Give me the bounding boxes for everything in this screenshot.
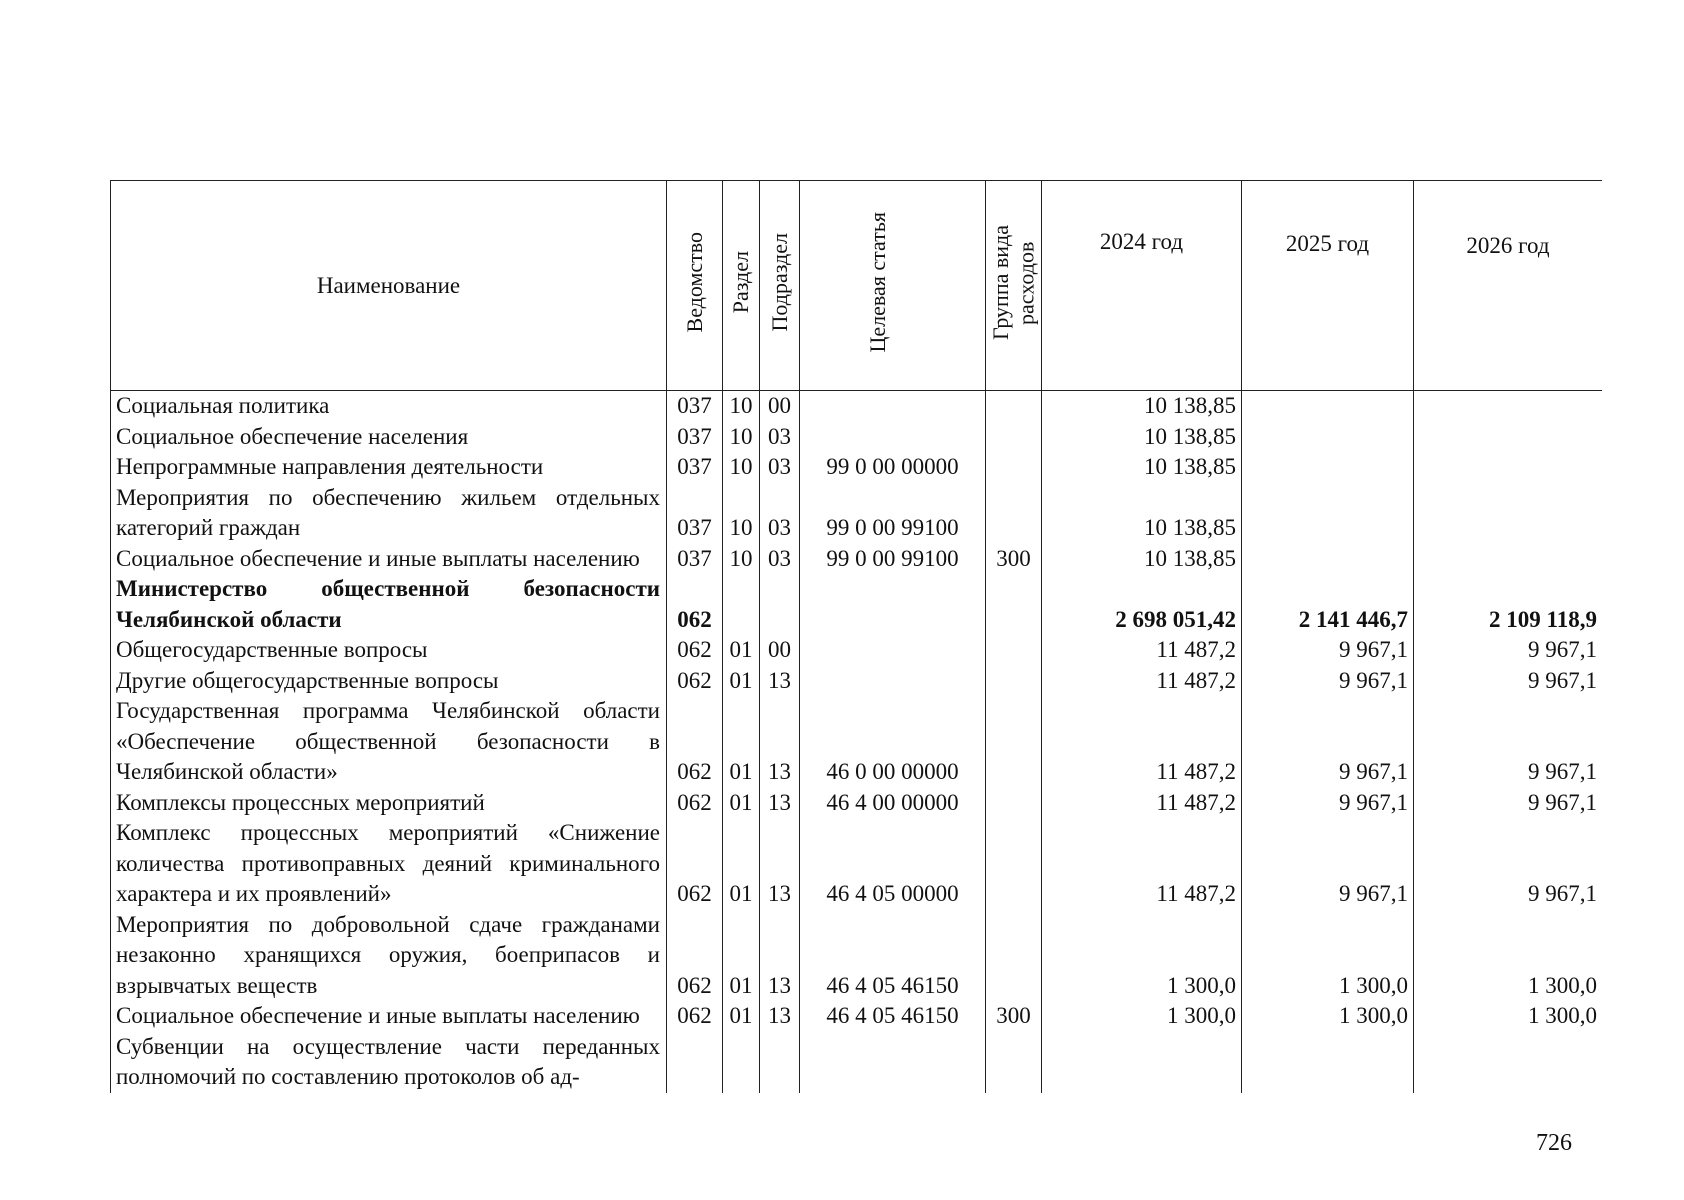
cell-2025 <box>1242 422 1414 453</box>
cell-name: Другие общегосударственные вопросы <box>111 666 667 697</box>
cell-razdel: 10 <box>723 483 760 544</box>
cell-name: Министерство общественной безопасности Челябинской области <box>111 574 667 635</box>
cell-name: Социальная политика <box>111 391 667 422</box>
cell-name: Мероприятия по добровольной сдаче гражданами незаконно хранящихся оружия, боеприпасов и взрывчатых веществ <box>111 910 667 1002</box>
cell-2025: 9 967,1 <box>1242 696 1414 788</box>
cell-2025 <box>1242 483 1414 544</box>
cell-2026: 1 300,0 <box>1414 910 1603 1002</box>
cell-razdel: 01 <box>723 818 760 910</box>
cell-podrazdel: 03 <box>760 483 800 544</box>
cell-2026 <box>1414 391 1603 422</box>
table-row <box>111 666 1603 697</box>
cell-2024: 11 487,2 <box>1042 666 1242 697</box>
cell-podrazdel: 13 <box>760 788 800 819</box>
cell-name: Государственная программа Челябинской области «Обеспечение общественной безопасности в Челябинской области» <box>111 696 667 788</box>
cell-target: 46 4 00 00000 <box>800 788 986 819</box>
cell-vedomstvo: 062 <box>667 1001 723 1032</box>
cell-podrazdel <box>760 1032 800 1093</box>
cell-group: 300 <box>986 544 1042 575</box>
cell-2024 <box>1042 1032 1242 1093</box>
cell-podrazdel: 03 <box>760 422 800 453</box>
table-row <box>111 788 1603 819</box>
cell-vedomstvo: 037 <box>667 544 723 575</box>
cell-2025: 2 141 446,7 <box>1242 574 1414 635</box>
cell-vedomstvo: 037 <box>667 452 723 483</box>
cell-2025: 9 967,1 <box>1242 788 1414 819</box>
cell-vedomstvo: 062 <box>667 635 723 666</box>
cell-2026 <box>1414 422 1603 453</box>
cell-razdel <box>723 1032 760 1093</box>
cell-target <box>800 1032 986 1093</box>
cell-2025: 9 967,1 <box>1242 635 1414 666</box>
cell-group: 300 <box>986 1001 1042 1032</box>
cell-group <box>986 818 1042 910</box>
cell-group <box>986 666 1042 697</box>
cell-podrazdel: 03 <box>760 452 800 483</box>
cell-name: Непрограммные направления деятельности <box>111 452 667 483</box>
cell-razdel: 10 <box>723 544 760 575</box>
cell-group <box>986 483 1042 544</box>
cell-2026 <box>1414 452 1603 483</box>
cell-2026: 9 967,1 <box>1414 666 1603 697</box>
table-row <box>111 574 1603 635</box>
cell-razdel: 01 <box>723 910 760 1002</box>
header-2024: 2024 год <box>1042 181 1242 391</box>
cell-target <box>800 574 986 635</box>
cell-2024: 10 138,85 <box>1042 452 1242 483</box>
cell-group <box>986 391 1042 422</box>
table-row <box>111 422 1603 453</box>
cell-razdel: 01 <box>723 788 760 819</box>
header-podrazdel: Подраздел <box>760 181 800 391</box>
cell-group <box>986 1032 1042 1093</box>
cell-2026: 9 967,1 <box>1414 818 1603 910</box>
cell-razdel: 10 <box>723 422 760 453</box>
cell-razdel: 01 <box>723 635 760 666</box>
cell-vedomstvo: 062 <box>667 788 723 819</box>
header-razdel: Раздел <box>723 181 760 391</box>
header-target: Целевая статья <box>800 181 986 391</box>
cell-name: Субвенции на осуществление части переданных полномочий по составлению протоколов об ад- <box>111 1032 667 1093</box>
cell-razdel: 10 <box>723 452 760 483</box>
cell-vedomstvo: 062 <box>667 574 723 635</box>
cell-vedomstvo: 037 <box>667 391 723 422</box>
cell-razdel: 10 <box>723 391 760 422</box>
budget-table-container <box>110 180 1602 1108</box>
budget-table <box>110 180 1602 1093</box>
table-row <box>111 391 1603 422</box>
table-body <box>111 391 1603 1093</box>
cell-podrazdel: 13 <box>760 818 800 910</box>
cell-2026: 9 967,1 <box>1414 788 1603 819</box>
cell-target: 46 4 05 46150 <box>800 1001 986 1032</box>
cell-name: Общегосударственные вопросы <box>111 635 667 666</box>
cell-2025: 1 300,0 <box>1242 1001 1414 1032</box>
cell-2024: 10 138,85 <box>1042 483 1242 544</box>
cell-podrazdel: 13 <box>760 910 800 1002</box>
table-row <box>111 452 1603 483</box>
cell-target: 46 4 05 46150 <box>800 910 986 1002</box>
cell-group <box>986 574 1042 635</box>
cell-group <box>986 452 1042 483</box>
cell-vedomstvo: 037 <box>667 422 723 453</box>
cell-podrazdel: 13 <box>760 696 800 788</box>
cell-vedomstvo <box>667 1032 723 1093</box>
cell-name: Комплекс процессных мероприятий «Снижение количества противоправных деяний криминального характера и их проявлений» <box>111 818 667 910</box>
table-row <box>111 818 1603 910</box>
cell-razdel: 01 <box>723 1001 760 1032</box>
cell-group <box>986 635 1042 666</box>
cell-2026: 2 109 118,9 <box>1414 574 1603 635</box>
cell-2025 <box>1242 1032 1414 1093</box>
cell-2026: 9 967,1 <box>1414 635 1603 666</box>
cell-razdel: 01 <box>723 696 760 788</box>
cell-target <box>800 666 986 697</box>
cell-razdel: 01 <box>723 666 760 697</box>
cell-2024: 11 487,2 <box>1042 696 1242 788</box>
cell-target: 46 4 05 00000 <box>800 818 986 910</box>
header-2026: 2026 год <box>1414 181 1603 391</box>
cell-vedomstvo: 062 <box>667 910 723 1002</box>
header-2025: 2025 год <box>1242 181 1414 391</box>
cell-target: 99 0 00 00000 <box>800 452 986 483</box>
cell-2026 <box>1414 1032 1603 1093</box>
cell-group <box>986 788 1042 819</box>
page-number: 726 <box>1536 1130 1572 1156</box>
cell-2024: 11 487,2 <box>1042 788 1242 819</box>
cell-target <box>800 635 986 666</box>
table-header-row <box>111 181 1603 391</box>
cell-2024: 1 300,0 <box>1042 910 1242 1002</box>
cell-2025: 9 967,1 <box>1242 818 1414 910</box>
header-group: Группа вида расходов <box>986 181 1042 391</box>
cell-name: Социальное обеспечение и иные выплаты населению <box>111 1001 667 1032</box>
cell-name: Социальное обеспечение и иные выплаты населению <box>111 544 667 575</box>
cell-vedomstvo: 062 <box>667 696 723 788</box>
cell-2026 <box>1414 483 1603 544</box>
cell-2026 <box>1414 544 1603 575</box>
cell-podrazdel: 03 <box>760 544 800 575</box>
cell-2024: 2 698 051,42 <box>1042 574 1242 635</box>
cell-2024: 11 487,2 <box>1042 635 1242 666</box>
cell-2026: 9 967,1 <box>1414 696 1603 788</box>
cell-vedomstvo: 037 <box>667 483 723 544</box>
cell-target <box>800 422 986 453</box>
cell-podrazdel: 00 <box>760 391 800 422</box>
cell-2026: 1 300,0 <box>1414 1001 1603 1032</box>
header-vedomstvo: Ведомство <box>667 181 723 391</box>
cell-2025 <box>1242 544 1414 575</box>
cell-vedomstvo: 062 <box>667 666 723 697</box>
cell-target: 99 0 00 99100 <box>800 544 986 575</box>
cell-2025: 9 967,1 <box>1242 666 1414 697</box>
cell-group <box>986 910 1042 1002</box>
cell-razdel <box>723 574 760 635</box>
table-row <box>111 910 1603 1002</box>
cell-2025 <box>1242 391 1414 422</box>
cell-podrazdel: 13 <box>760 666 800 697</box>
table-row <box>111 1032 1603 1093</box>
cell-2025 <box>1242 452 1414 483</box>
cell-target: 46 0 00 00000 <box>800 696 986 788</box>
table-row <box>111 483 1603 544</box>
table-row <box>111 635 1603 666</box>
cell-podrazdel: 13 <box>760 1001 800 1032</box>
table-row <box>111 696 1603 788</box>
header-name: Наименование <box>111 181 667 391</box>
table-row <box>111 1001 1603 1032</box>
cell-2024: 10 138,85 <box>1042 544 1242 575</box>
cell-name: Мероприятия по обеспечению жильем отдельных категорий граждан <box>111 483 667 544</box>
cell-2025: 1 300,0 <box>1242 910 1414 1002</box>
cell-2024: 10 138,85 <box>1042 391 1242 422</box>
cell-2024: 1 300,0 <box>1042 1001 1242 1032</box>
cell-name: Комплексы процессных мероприятий <box>111 788 667 819</box>
cell-target <box>800 391 986 422</box>
table-row <box>111 544 1603 575</box>
cell-vedomstvo: 062 <box>667 818 723 910</box>
cell-target: 99 0 00 99100 <box>800 483 986 544</box>
cell-2024: 10 138,85 <box>1042 422 1242 453</box>
cell-podrazdel <box>760 574 800 635</box>
cell-group <box>986 696 1042 788</box>
cell-2024: 11 487,2 <box>1042 818 1242 910</box>
cell-name: Социальное обеспечение населения <box>111 422 667 453</box>
cell-group <box>986 422 1042 453</box>
cell-podrazdel: 00 <box>760 635 800 666</box>
